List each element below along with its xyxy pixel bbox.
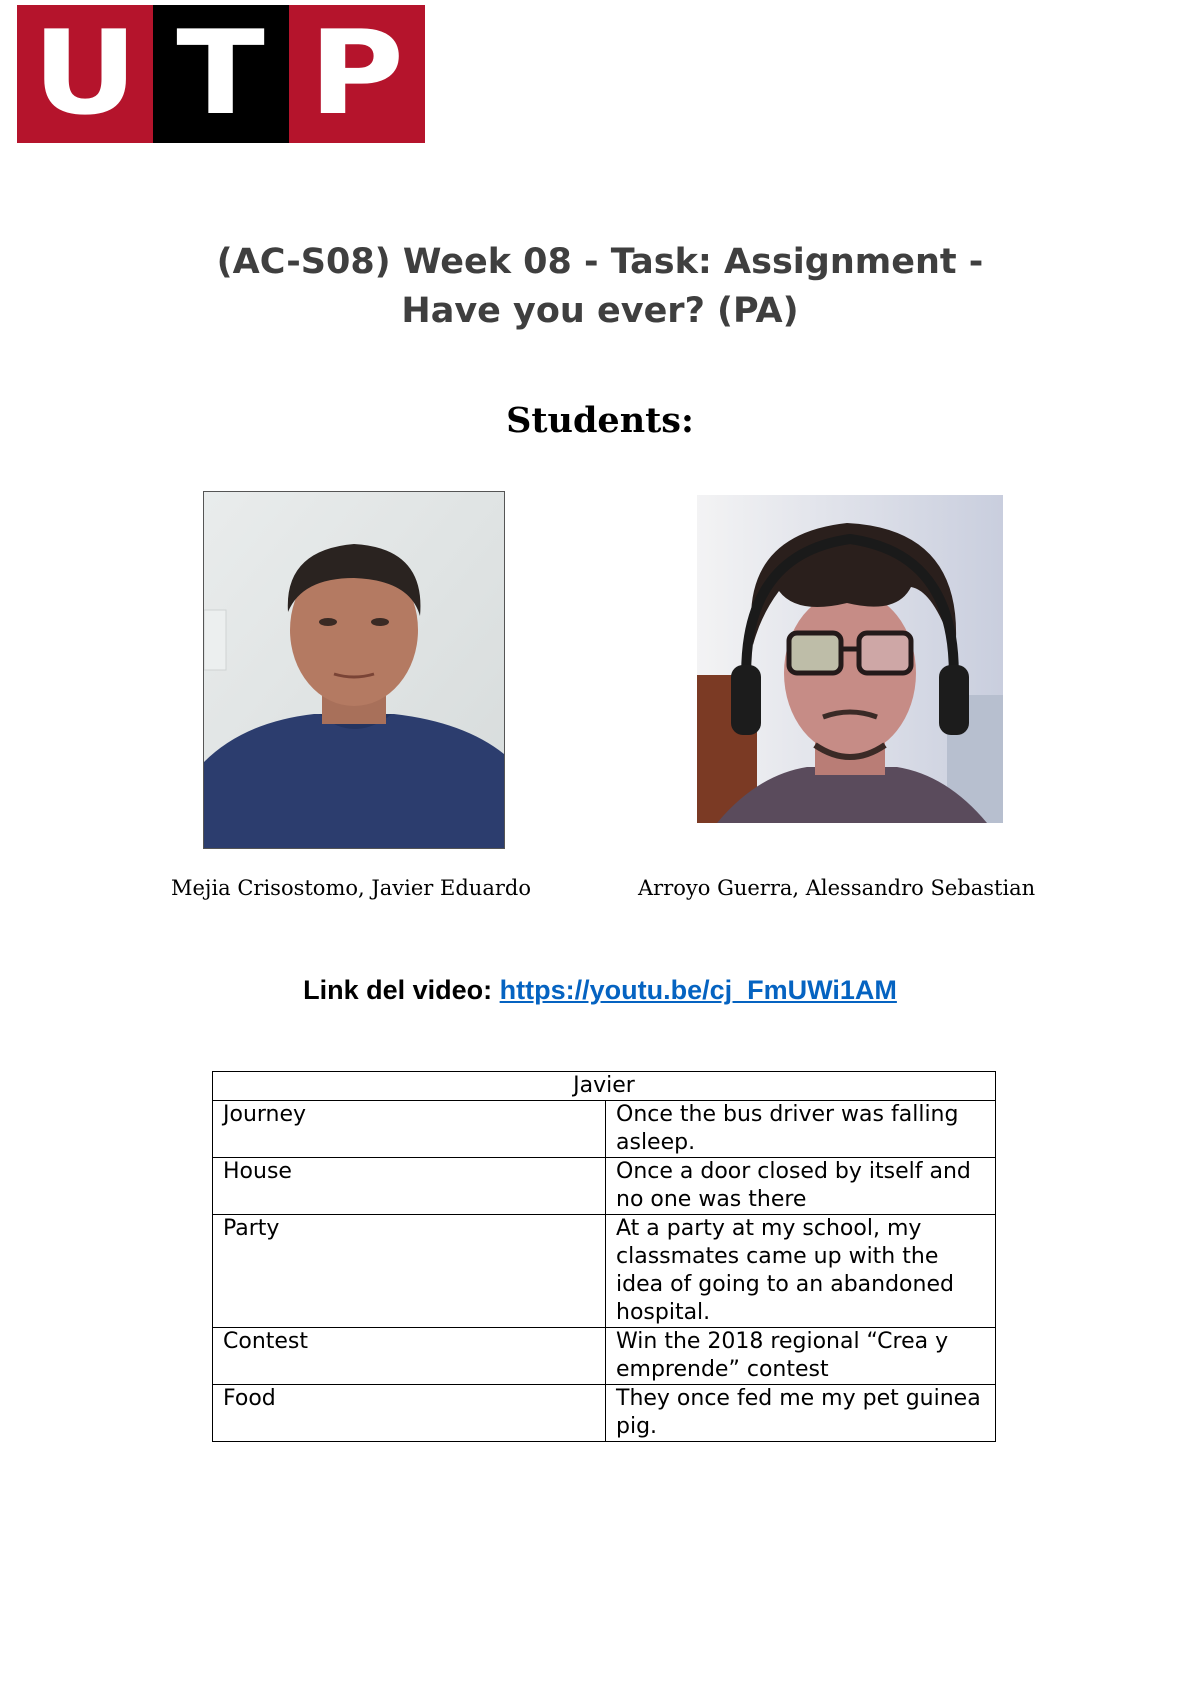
table-cell-topic: Food	[213, 1385, 606, 1442]
table-row	[213, 1158, 996, 1215]
title-line-1: (AC-S08) Week 08 - Task: Assignment -	[216, 242, 984, 282]
table-cell-experience: Win the 2018 regional “Crea y emprende” contest	[606, 1328, 996, 1385]
video-link-line	[0, 975, 1200, 1006]
student-photo-1	[203, 491, 505, 849]
video-link[interactable]: https://youtu.be/cj_FmUWi1AM	[499, 975, 897, 1005]
logo-letter-t: T	[176, 6, 266, 141]
student-photo-2	[697, 495, 1003, 823]
table-cell-experience: They once fed me my pet guinea pig.	[606, 1385, 996, 1442]
video-link-label: Link del video:	[303, 975, 500, 1005]
logo-cell-u	[17, 5, 153, 143]
student-portrait-2	[697, 495, 1003, 823]
student-name-1: Mejia Crisostomo, Javier Eduardo	[171, 876, 531, 900]
table-cell-topic: House	[213, 1158, 606, 1215]
logo-letter-u: U	[32, 6, 138, 141]
logo-cell-p	[289, 5, 425, 143]
student-portrait-1	[204, 492, 504, 848]
table-header-row	[213, 1072, 996, 1101]
experience-table	[212, 1071, 996, 1442]
logo-letter-p: P	[309, 6, 405, 141]
table-header: Javier	[213, 1072, 996, 1101]
student-name-2: Arroyo Guerra, Alessandro Sebastian	[638, 876, 1036, 900]
table-cell-experience: Once the bus driver was falling asleep.	[606, 1101, 996, 1158]
table-row	[213, 1328, 996, 1385]
table-cell-experience: Once a door closed by itself and no one was there	[606, 1158, 996, 1215]
table-cell-topic: Journey	[213, 1101, 606, 1158]
table-row	[213, 1215, 996, 1328]
students-heading: Students:	[506, 400, 694, 441]
table-cell-topic: Contest	[213, 1328, 606, 1385]
table-cell-experience: At a party at my school, my classmates came up with the idea of going to an abandoned hospital.	[606, 1215, 996, 1328]
table-cell-topic: Party	[213, 1215, 606, 1328]
utp-logo	[17, 5, 425, 143]
logo-cell-t	[153, 5, 289, 143]
table-row	[213, 1385, 996, 1442]
title-line-2: Have you ever? (PA)	[401, 291, 799, 331]
document-title	[0, 238, 1200, 336]
table-row	[213, 1101, 996, 1158]
